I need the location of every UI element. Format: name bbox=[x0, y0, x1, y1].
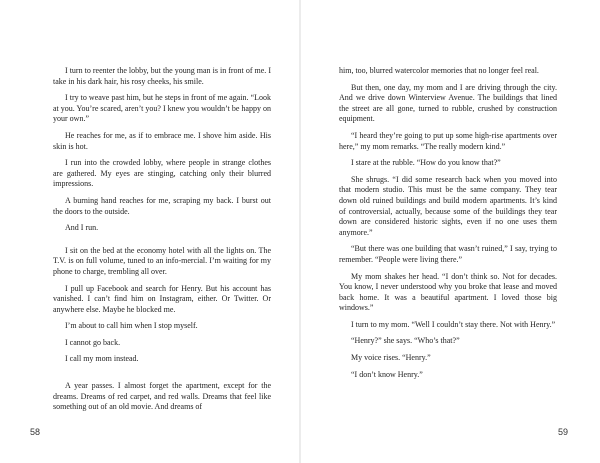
paragraph: “Henry?” she says. “Who’s that?” bbox=[351, 336, 460, 346]
paragraph: I call my mom instead. bbox=[65, 354, 139, 364]
left-page-text bbox=[53, 66, 271, 419]
paragraph: “But there was one building that wasn’t ruined,” I say, trying to remember. “People were living there.” bbox=[339, 244, 557, 264]
paragraph: “I heard they’re going to put up some high-rise apartments over here,” my mom remarks. “The really modern kind.” bbox=[339, 130, 557, 151]
right-page-text bbox=[339, 66, 557, 386]
page-number-left: 58 bbox=[30, 427, 41, 437]
paragraph: I stare at the rubble. “How do you know that?” bbox=[351, 158, 501, 168]
paragraph: A year passes. I almost forget the apartment, except for the dreams. Dreams of red carpet, and red walls. Dreams that feel like something out of an old movie. And dreams of bbox=[53, 381, 271, 412]
paragraph: “I don’t know Henry.” bbox=[351, 369, 423, 379]
paragraph: But then, one day, my mom and I are driving through the city. And we drive down Winterview Avenue. The buildings that lined the street are all gone, turned to rubble, crushed by construction equipment. bbox=[339, 82, 557, 124]
paragraph: I try to weave past him, but he steps in front of me again. “Look at you. You’re scared, aren’t you? I knew you wouldn’t be happy on your own.” bbox=[53, 93, 271, 124]
paragraph: She shrugs. “I did some research back when you moved into that modern studio. This must be the same company. They tear down old ruined buildings and build modern apartments. It’s kind of controversial, actually, because some of the buildings they tear down are considered historic sights, even if no one uses them anymore.” bbox=[339, 174, 557, 237]
paragraph: I pull up Facebook and search for Henry. But his account has vanished. I can’t find him on Instagram, either. Or Twitter. Or anywhere else. Maybe he blocked me. bbox=[53, 283, 271, 314]
paragraph: I cannot go back. bbox=[65, 337, 121, 347]
paragraph: I sit on the bed at the economy hotel with all the lights on. The T.V. is on full volume, tuned to an info-mercial. I’m waiting for my phone to charge, trembling all over. bbox=[53, 245, 271, 276]
paragraph: I’m about to call him when I stop myself. bbox=[65, 321, 198, 331]
paragraph: I run into the crowded lobby, where people in strange clothes are gathered. My eyes are stinging, catching only their blurred impressions. bbox=[53, 158, 271, 189]
paragraph: I turn to reenter the lobby, but the young man is in front of me. I take in his dark hair, his rosy cheeks, his smile. bbox=[53, 66, 271, 86]
paragraph: A burning hand reaches for me, scraping my back. I burst out the doors to the outside. bbox=[53, 195, 271, 216]
paragraph: him, too, blurred watercolor memories that no longer feel real. bbox=[339, 66, 539, 75]
paragraph: I turn to my mom. “Well I couldn’t stay there. Not with Henry.” bbox=[351, 319, 556, 329]
page-number-right: 59 bbox=[558, 427, 569, 437]
paragraph: My mom shakes her head. “I don’t think so. Not for decades. You know, I never understood why you broke that lease and moved back home. It was a beautiful apartment. I loved those big windows.” bbox=[339, 271, 557, 313]
paragraph: He reaches for me, as if to embrace me. I shove him aside. His skin is hot. bbox=[53, 130, 271, 151]
paragraph: My voice rises. “Henry.” bbox=[351, 353, 431, 363]
paragraph: And I run. bbox=[65, 223, 99, 233]
